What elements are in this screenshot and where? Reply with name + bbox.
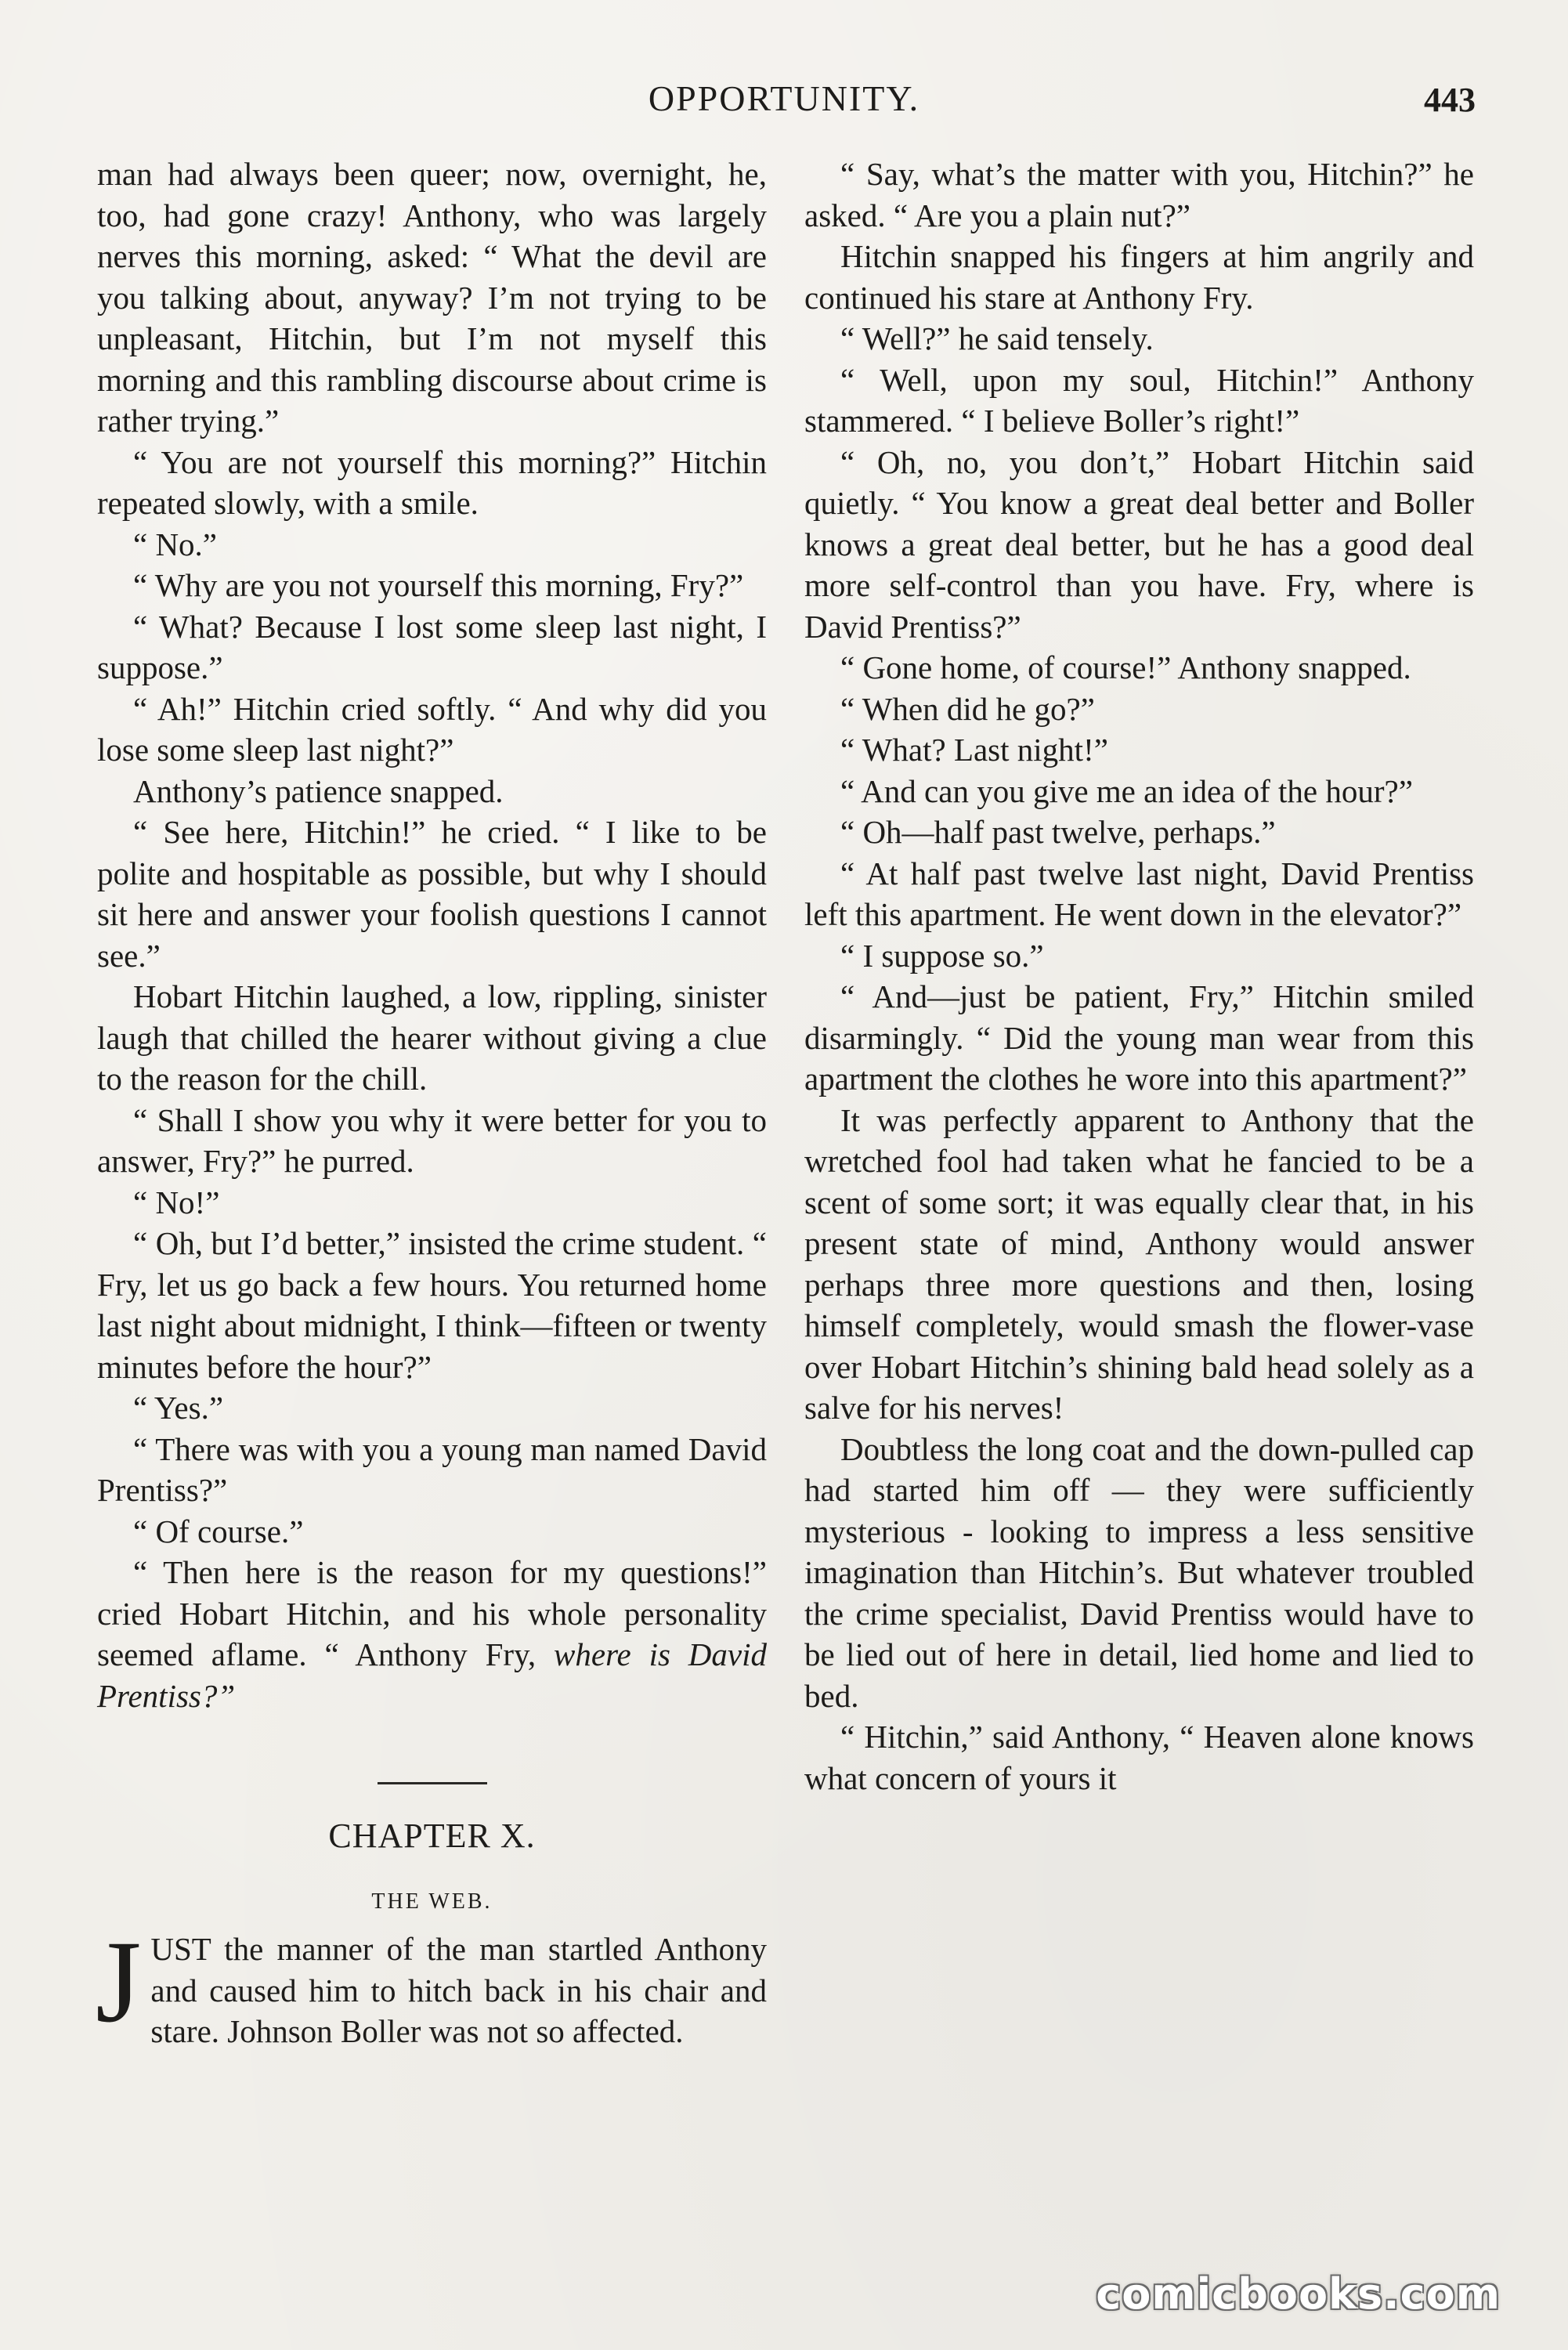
paragraph-text: UST the manner of the man startled Anthony and caused him to hitch back in his chair and stare. Johnson Boller was not so affected. bbox=[150, 1931, 767, 2049]
running-title: OPPORTUNITY. bbox=[648, 78, 920, 118]
paragraph: “ Why are you not yourself this morning, Fry?” bbox=[133, 567, 744, 603]
paragraph: “ See here, Hitchin!” he cried. “ I like to be polite and hospitable as possible, but why I should sit here and answer your foolish questions I cannot see.” bbox=[97, 814, 767, 974]
paragraph: “ Ah!” Hitchin cried softly. “ And why did you lose some sleep last night?” bbox=[97, 690, 767, 768]
paragraph: “ Yes.” bbox=[133, 1390, 224, 1426]
paragraph: “ Oh, no, you don’t,” Hobart Hitchin said quietly. “ You know a great deal better and Boller knows a great deal better, but he has a good deal more self-control than you have. Fry, where is David Prentiss?” bbox=[804, 443, 1474, 645]
paragraph: Doubtless the long coat and the down-pulled cap had started him off — they were sufficiently mysterious - looking to impress a less sensitive imagination than Hitchin’s. But whatever troubled the crime specialist, David Prentiss would have to be lied out of here in detail, lied home and lied to bed. bbox=[804, 1430, 1474, 1714]
paragraph: man had always been queer; now, overnight, he, too, had gone crazy! Anthony, who was largely nerves this morning, asked: “ What the devil are you talking about, anyway? I’m not trying to be unpleasant, Hitchin, but I’m not myself this morning and this rambling discourse about crime is rather trying.” bbox=[97, 156, 767, 439]
paragraph: “ There was with you a young man named David Prentiss?” bbox=[97, 1430, 767, 1508]
paragraph: “ Gone home, of course!” Anthony snapped. bbox=[840, 649, 1411, 685]
paragraph: “ And—just be patient, Fry,” Hitchin smiled disarmingly. “ Did the young man wear from this apartment the clothes he wore into this apartment?” bbox=[804, 978, 1474, 1097]
paragraph: “ Well, upon my soul, Hitchin!” Anthony stammered. “ I believe Boller’s right!” bbox=[804, 361, 1474, 439]
paragraph bbox=[97, 1552, 767, 1716]
paragraph: “ At half past twelve last night, David Prentiss left this apartment. He went down in the elevator?” bbox=[804, 855, 1474, 932]
paragraph: “ Oh—half past twelve, perhaps.” bbox=[840, 814, 1276, 850]
running-head bbox=[0, 75, 1568, 122]
paragraph: “ When did he go?” bbox=[840, 690, 1095, 727]
paragraph: Hobart Hitchin laughed, a low, rippling, sinister laugh that chilled the hearer without giving a clue to the reason for the chill. bbox=[97, 978, 767, 1097]
paragraph: “ Of course.” bbox=[133, 1513, 304, 1549]
paragraph: Anthony’s patience snapped. bbox=[133, 772, 504, 809]
paragraph: It was perfectly apparent to Anthony that the wretched fool had taken what he fancied to be a scent of some sort; it was equally clear that, in his present state of mind, Anthony would answer perhaps three more questions and then, losing himself completely, would smash the flower-vase over Hobart Hitchin’s shining bald head solely as a salve for his nerves! bbox=[804, 1101, 1474, 1426]
chapter-opening-paragraph bbox=[96, 1917, 767, 2052]
paragraph-text: “ Then here is the reason for my questions!” cried Hobart Hitchin, and his whole personality seemed aflame. “ Anthony Fry, bbox=[97, 1554, 767, 1672]
paragraph: “ I suppose so.” bbox=[840, 937, 1044, 974]
paragraph: “ What? Because I lost some sleep last night, I suppose.” bbox=[97, 608, 767, 685]
paragraph: “ No!” bbox=[133, 1184, 220, 1220]
drop-cap: J bbox=[96, 1917, 142, 2047]
paragraph: “ You are not yourself this morning?” Hitchin repeated slowly, with a smile. bbox=[97, 443, 767, 521]
paragraph: “ What? Last night!” bbox=[840, 732, 1108, 768]
right-column bbox=[804, 154, 1474, 1799]
chapter-subtitle: THE WEB. bbox=[371, 1889, 493, 1914]
emphasized-text: where is David Prentiss?” bbox=[97, 1636, 767, 1714]
paragraph: “ No.” bbox=[133, 526, 218, 562]
left-column bbox=[97, 154, 767, 2052]
paragraph: “ Well?” he said tensely. bbox=[840, 320, 1154, 356]
paragraph: “ Oh, but I’d better,” insisted the crime student. “ Fry, let us go back a few hours. You returned home last night about midnight, I think—fifteen or twenty minutes before the hour?” bbox=[97, 1225, 767, 1385]
paragraph: “ And can you give me an idea of the hour?” bbox=[840, 772, 1413, 809]
page-number: 443 bbox=[1424, 81, 1476, 119]
paragraph: “ Shall I show you why it were better for you to answer, Fry?” he purred. bbox=[97, 1101, 767, 1179]
section-divider bbox=[378, 1782, 487, 1784]
paragraph: Hitchin snapped his fingers at him angrily and continued his stare at Anthony Fry. bbox=[804, 238, 1474, 316]
paragraph: “ Hitchin,” said Anthony, “ Heaven alone knows what concern of yours it bbox=[804, 1719, 1474, 1796]
paragraph: “ Say, what’s the matter with you, Hitchin?” he asked. “ Are you a plain nut?” bbox=[804, 156, 1474, 233]
chapter-title: CHAPTER X. bbox=[328, 1817, 536, 1855]
watermark-logo: comicbooks.com bbox=[1096, 2269, 1501, 2319]
